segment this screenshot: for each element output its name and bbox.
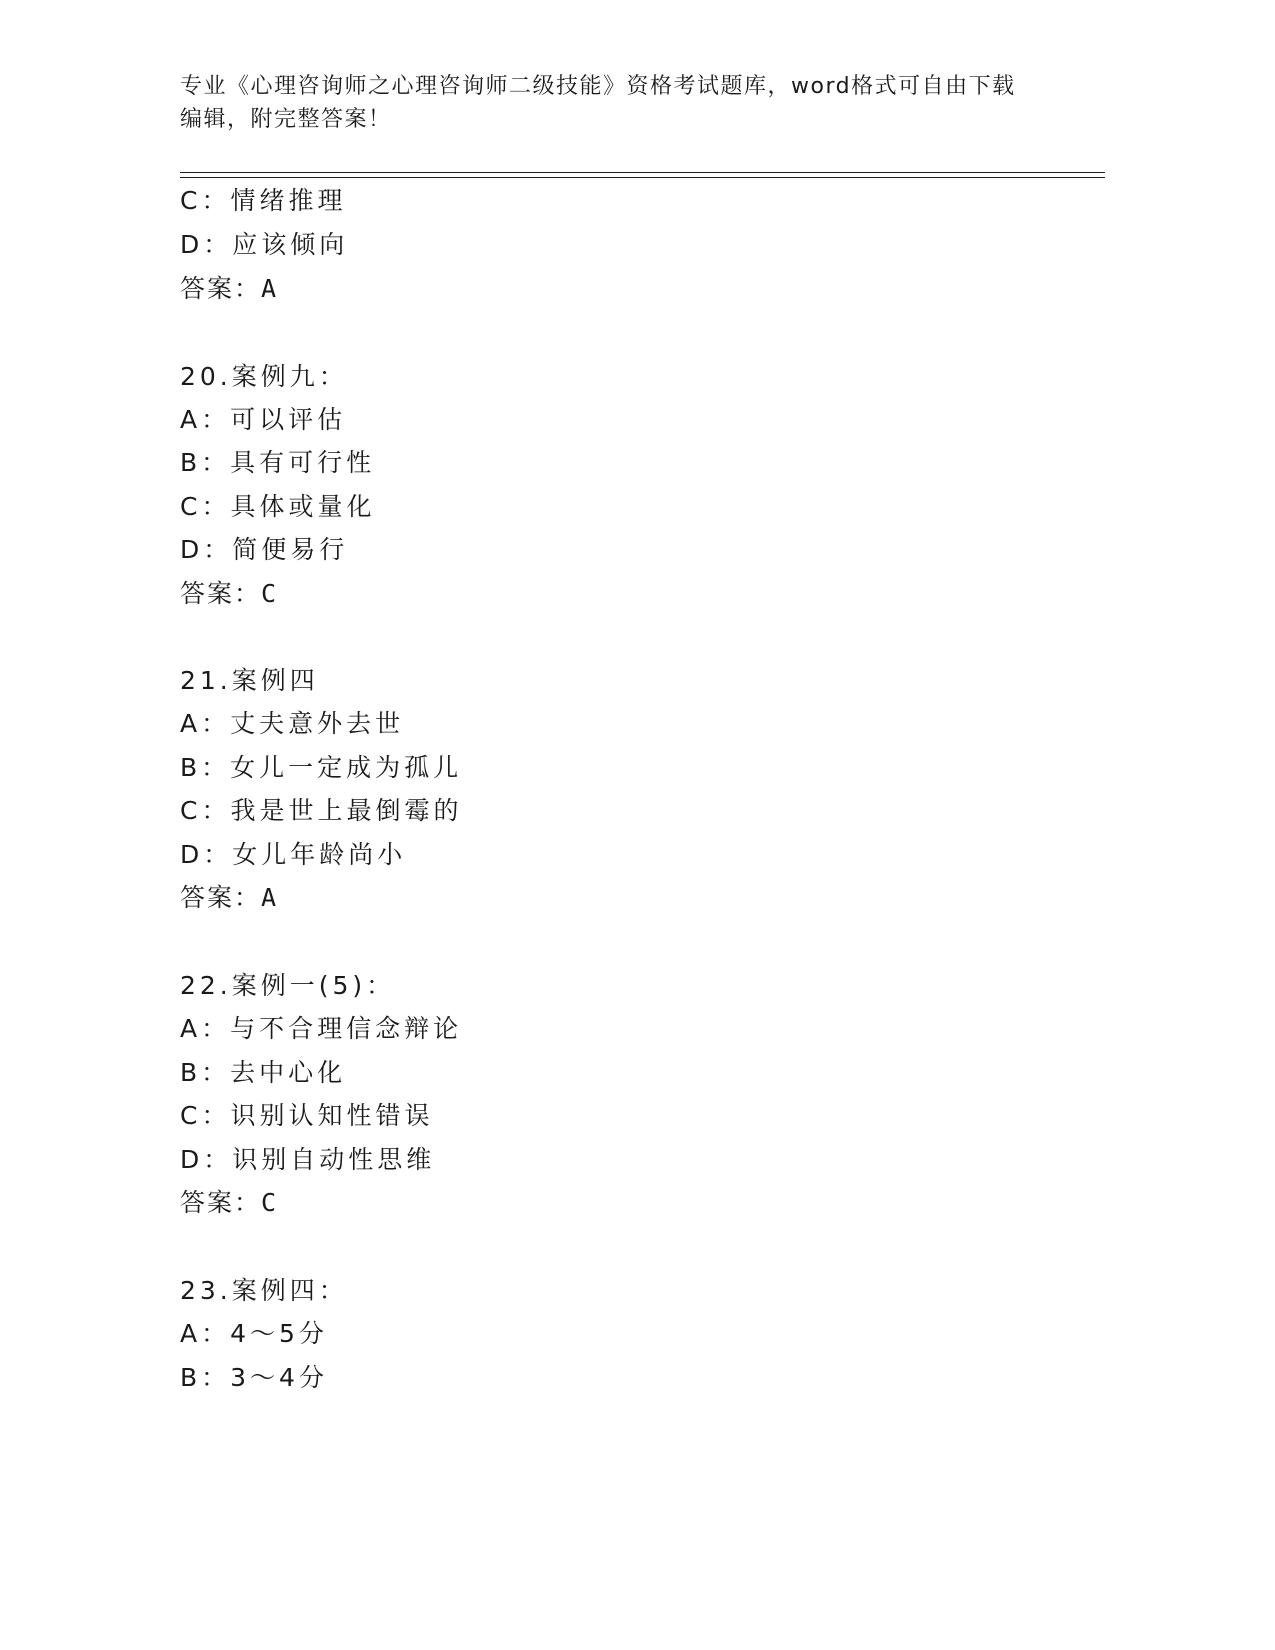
q20-option-b: B：具有可行性 [180, 448, 376, 477]
answer-label: 答案： [180, 883, 262, 912]
answer-value: A [261, 883, 278, 912]
answer-label: 答案： [180, 579, 262, 608]
answer-label: 答案： [180, 1188, 262, 1217]
answer-value: C [261, 1188, 278, 1217]
q20-title: 20.案例九： [180, 362, 348, 391]
answer-value: C [261, 579, 278, 608]
answer-label: 答案： [180, 274, 262, 303]
answer-value: A [261, 274, 278, 303]
q22-option-c: C：识别认知性错误 [180, 1101, 434, 1130]
header-line-1: 专业《心理咨询师之心理咨询师二级技能》资格考试题库，word格式可自由下载 [180, 74, 1016, 99]
q22-option-d: D：识别自动性思维 [180, 1145, 436, 1174]
q22-option-b: B：去中心化 [180, 1058, 347, 1087]
q20-option-d: D：简便易行 [180, 535, 349, 564]
q20-option-a: A：可以评估 [180, 405, 347, 434]
q21-option-b: B：女儿一定成为孤儿 [180, 753, 463, 782]
q21-option-c: C：我是世上最倒霉的 [180, 796, 463, 825]
q20-answer [180, 579, 277, 609]
q20-option-c: C：具体或量化 [180, 492, 376, 521]
q21-answer [180, 883, 277, 913]
q22-answer [180, 1188, 277, 1218]
q19-answer [180, 274, 277, 304]
header-double-rule [180, 172, 1105, 178]
document-header [180, 70, 1040, 136]
q22-option-a: A：与不合理信念辩论 [180, 1014, 463, 1043]
q21-option-d: D：女儿年龄尚小 [180, 840, 407, 869]
q23-title: 23.案例四： [180, 1276, 348, 1305]
q19-option-c: C：情绪推理 [180, 186, 347, 215]
q21-option-a: A：丈夫意外去世 [180, 709, 405, 738]
q23-option-a: A：4～5分 [180, 1319, 328, 1348]
q21-title: 21.案例四 [180, 666, 319, 695]
header-line-2: 编辑，附完整答案！ [180, 107, 392, 132]
q22-title: 22.案例一(5)： [180, 971, 396, 1000]
q23-option-b: B：3～4分 [180, 1363, 328, 1392]
q19-option-d: D：应该倾向 [180, 230, 349, 259]
